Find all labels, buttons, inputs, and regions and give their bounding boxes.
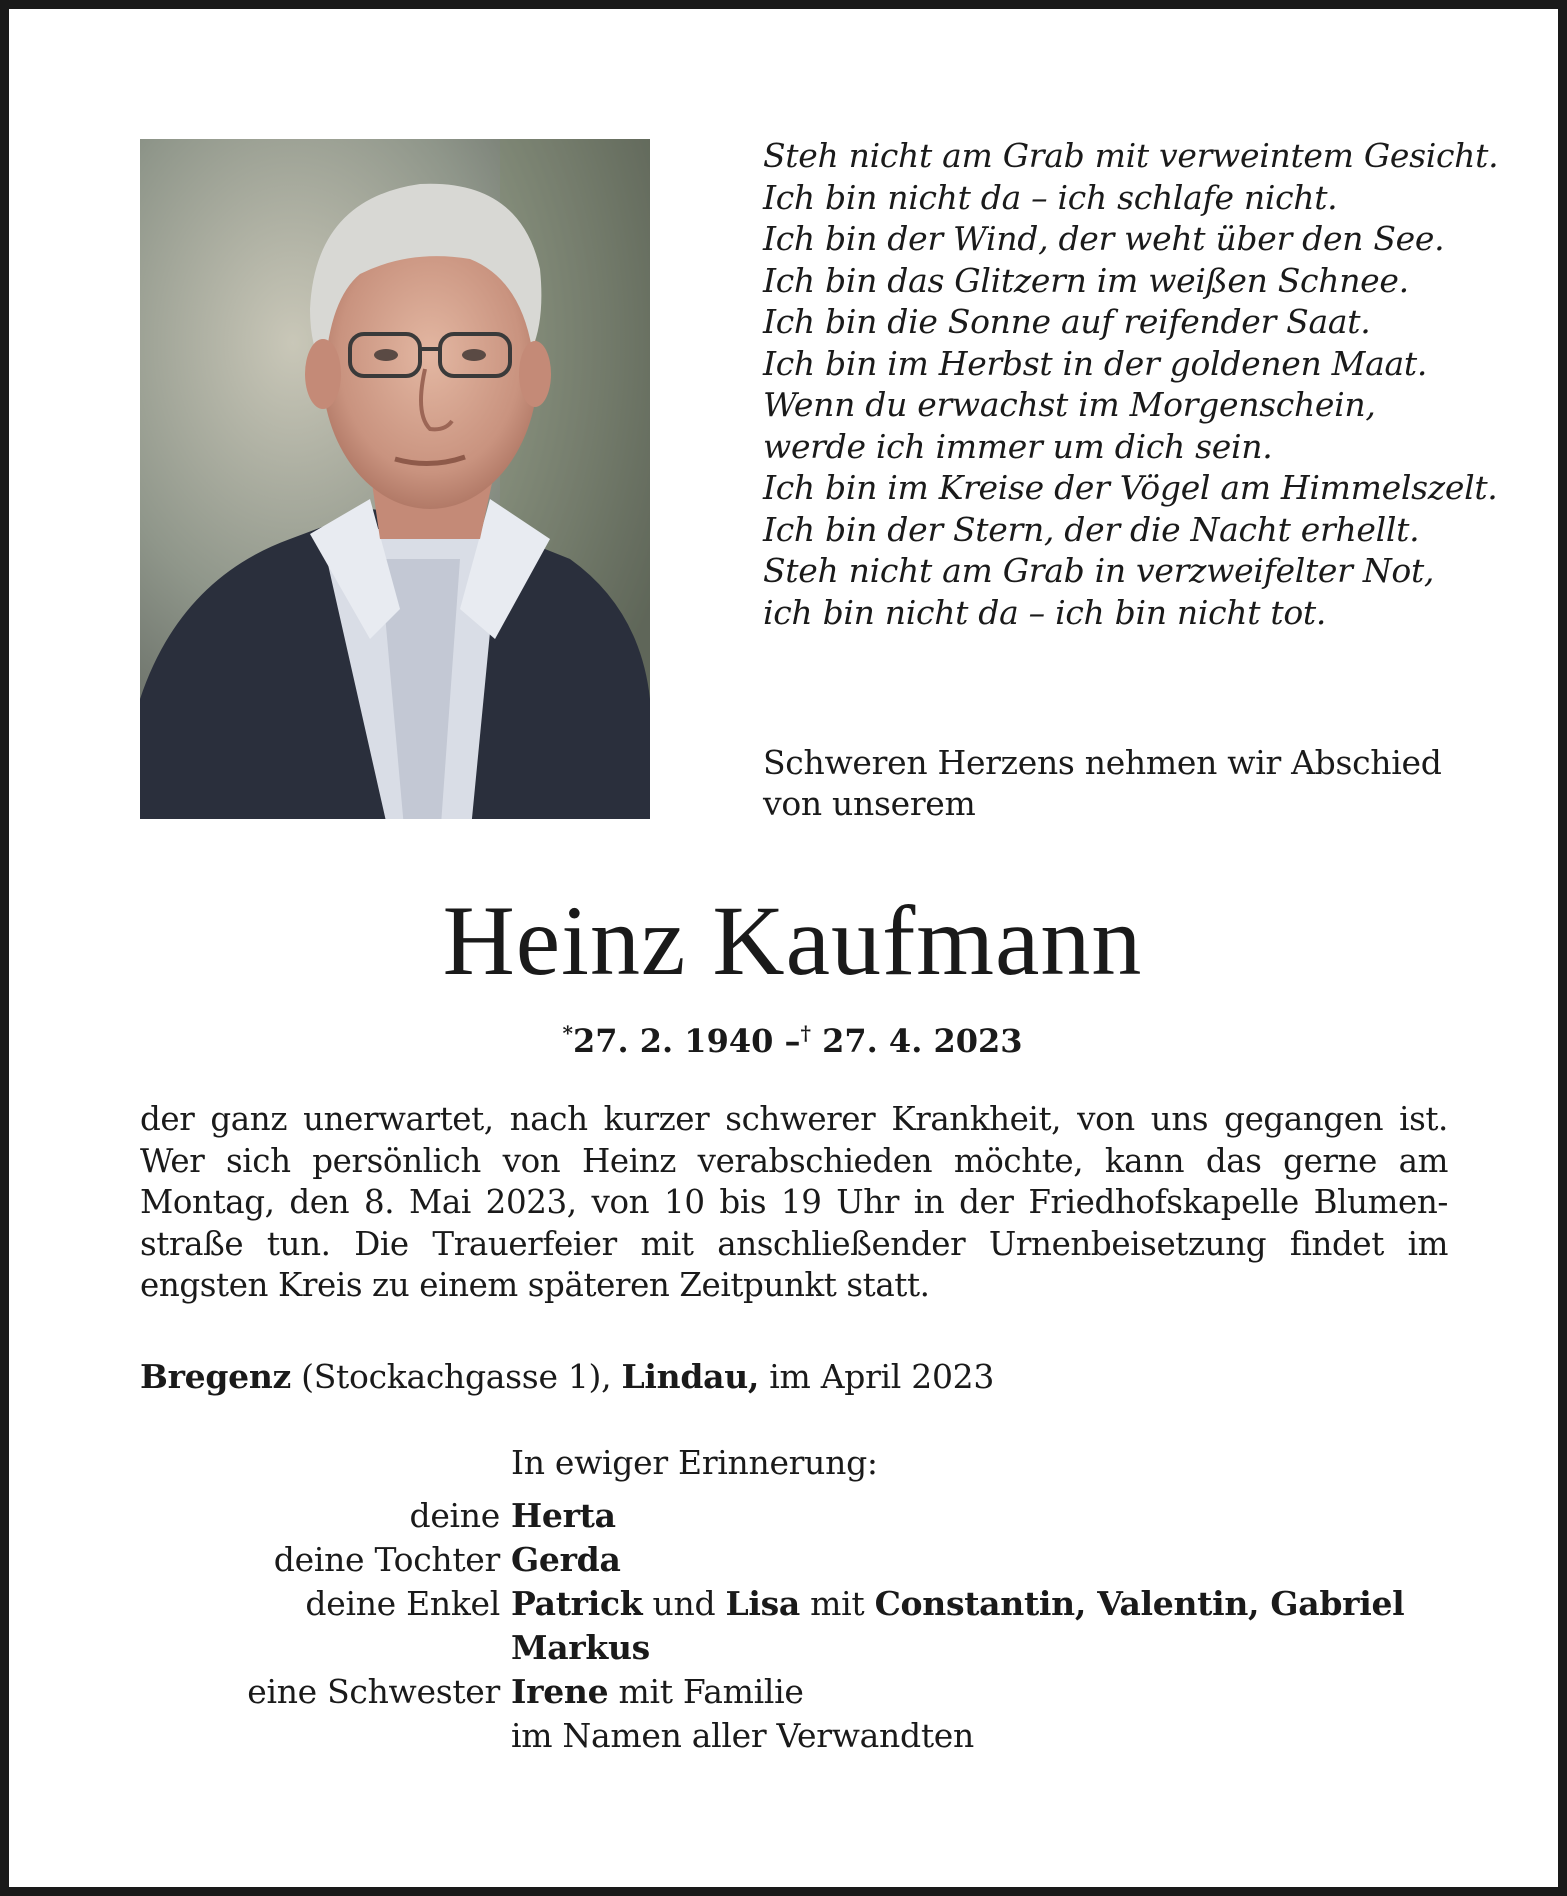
body-line: Montag, den 8. Mai 2023, von 10 bis 19 Uhr in der Friedhofskapelle Blumen- <box>140 1183 1448 1221</box>
mourner-relation: deine Tochter <box>273 1540 500 1579</box>
intro-line: von unserem <box>763 784 976 823</box>
mourner-closing: im Namen aller Verwandten <box>511 1716 974 1755</box>
poem-line: Steh nicht am Grab in verzweifelter Not, <box>763 551 1435 590</box>
body-line: engsten Kreis zu einem späteren Zeitpunkt statt. <box>140 1266 930 1304</box>
connector-text: und <box>642 1584 726 1623</box>
place-city-1: Bregenz <box>140 1357 291 1396</box>
body-line: der ganz unerwartet, nach kurzer schwerer Krankheit, von uns gegangen ist. <box>140 1100 1448 1138</box>
poem-line: Wenn du erwachst im Morgenschein, <box>763 385 1376 424</box>
death-date: 27. 4. 2023 <box>822 1022 1023 1060</box>
poem-line: Ich bin im Kreise der Vögel am Himmelszelt. <box>763 468 1498 507</box>
mourner-name: Gerda <box>511 1540 621 1579</box>
mourner-name: Constantin, Valentin, Gabriel <box>874 1584 1405 1623</box>
life-dates <box>9 1009 1567 1065</box>
mourner-row <box>9 1626 1567 1670</box>
mourner-row <box>9 1670 1567 1714</box>
poem-line: Ich bin der Stern, der die Nacht erhellt. <box>763 509 1420 549</box>
poem-line: Ich bin nicht da – ich schlafe nicht. <box>763 177 1338 217</box>
mourner-name: Lisa <box>725 1584 800 1623</box>
mourner-name: Patrick <box>511 1584 643 1623</box>
intro-line: Schweren Herzens nehmen wir Abschied <box>763 743 1442 782</box>
body-line: straße tun. Die Trauerfeier mit anschließender Urnenbeisetzung findet im <box>140 1224 1448 1263</box>
memory-heading: In ewiger Erinnerung: <box>511 1443 878 1482</box>
mourner-name: Herta <box>511 1496 616 1535</box>
portrait-illustration <box>140 139 650 819</box>
mourner-names <box>511 1494 616 1538</box>
place-date: im April 2023 <box>759 1357 995 1396</box>
mourner-row <box>9 1538 1567 1582</box>
mourner-row <box>9 1494 1567 1538</box>
mourner-names <box>511 1582 1404 1626</box>
poem-line: Ich bin der Wind, der weht über den See. <box>763 219 1445 258</box>
date-separator: – <box>784 1022 801 1060</box>
birth-symbol: * <box>562 1021 573 1045</box>
deceased-name: Heinz Kaufmann <box>442 885 1143 996</box>
poem-line: werde ich immer um dich sein. <box>763 426 1273 466</box>
mourner-relation: eine Schwester <box>247 1672 500 1711</box>
place-and-date <box>140 1355 994 1399</box>
obituary-body <box>140 1099 1448 1307</box>
mourner-names <box>511 1626 650 1670</box>
poem-line: ich bin nicht da – ich bin nicht tot. <box>763 592 1327 632</box>
mourner-relation: deine <box>409 1496 500 1535</box>
poem-line: Ich bin im Herbst in der goldenen Maat. <box>763 343 1428 383</box>
connector-text: mit Familie <box>608 1672 804 1711</box>
mourner-row <box>9 1714 1567 1758</box>
mourner-row <box>9 1582 1567 1626</box>
poem-line: Steh nicht am Grab mit verweintem Gesicht. <box>763 136 1499 175</box>
farewell-intro <box>763 742 1523 824</box>
mourner-names <box>511 1538 621 1582</box>
connector-text: mit <box>799 1584 875 1623</box>
place-city-2: Lindau, <box>621 1357 760 1396</box>
place-address: (Stockachgasse 1), <box>290 1357 622 1396</box>
birth-date: 27. 2. 1940 <box>572 1022 774 1060</box>
portrait-photo <box>140 139 650 819</box>
mourner-name: Irene <box>511 1672 609 1711</box>
poem <box>763 135 1523 633</box>
mourners-list <box>9 1494 1567 1758</box>
body-line: Wer sich persönlich von Heinz verabschieden möchte, kann das gerne am <box>140 1141 1448 1180</box>
poem-line: Ich bin die Sonne auf reifender Saat. <box>763 302 1371 341</box>
mourner-relation: deine Enkel <box>305 1584 500 1623</box>
death-symbol: † <box>800 1021 811 1045</box>
mourner-name: Markus <box>511 1628 650 1667</box>
poem-line: Ich bin das Glitzern im weißen Schnee. <box>763 260 1409 300</box>
mourner-names <box>511 1670 804 1714</box>
